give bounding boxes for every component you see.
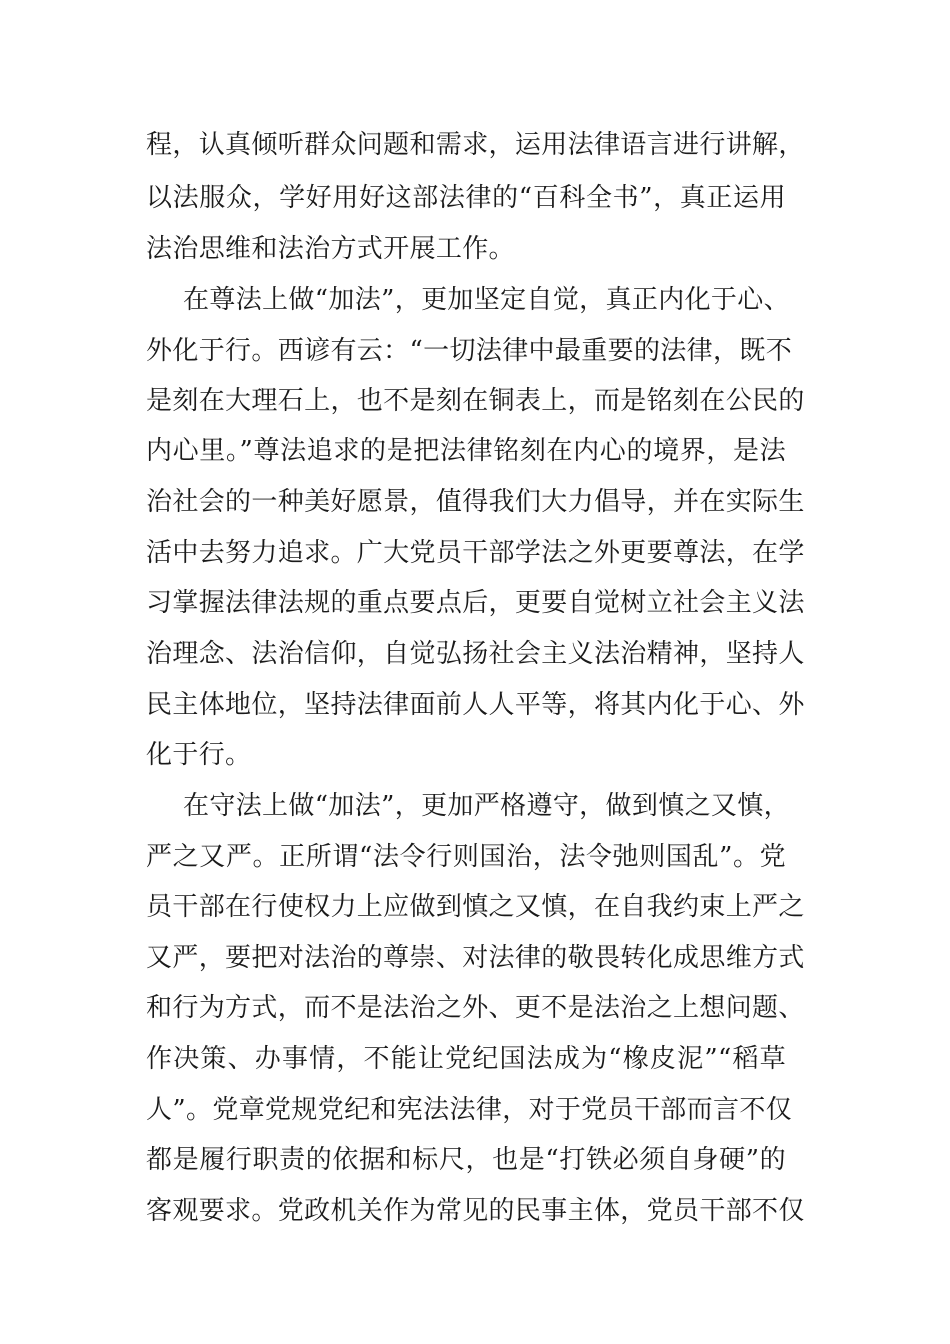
text-line: 都是履行职责的依据和标尺，也是“打铁必须自身硬”的 bbox=[146, 1145, 786, 1175]
text-line: 法治思维和法治方式开展工作。 bbox=[146, 234, 515, 264]
text-line: 人”。党章党规党纪和宪法法律，对于党员干部而言不仅 bbox=[146, 1095, 793, 1125]
text-line: 在守法上做“加法”，更加严格遵守，做到慎之又慎， bbox=[183, 791, 790, 821]
text-line: 内心里。”尊法追求的是把法律铭刻在内心的境界，是法 bbox=[146, 436, 786, 466]
text-line: 程，认真倾听群众问题和需求，运用法律语言进行讲解， bbox=[146, 130, 805, 160]
text-line: 又严，要把对法治的尊崇、对法律的敬畏转化成思维方式 bbox=[146, 943, 805, 973]
text-line: 是刻在大理石上，也不是刻在铜表上，而是铭刻在公民的 bbox=[146, 386, 805, 416]
text-line: 治社会的一种美好愿景，值得我们大力倡导，并在实际生 bbox=[146, 487, 805, 517]
text-line: 严之又严。正所谓“法令行则国治，法令弛则国乱”。党 bbox=[146, 842, 786, 872]
text-line: 在尊法上做“加法”，更加坚定自觉，真正内化于心、 bbox=[183, 285, 790, 315]
text-line: 员干部在行使权力上应做到慎之又慎，在自我约束上严之 bbox=[146, 892, 805, 922]
text-line: 和行为方式，而不是法治之外、更不是法治之上想问题、 bbox=[146, 993, 805, 1023]
text-line: 活中去努力追求。广大党员干部学法之外更要尊法，在学 bbox=[146, 538, 805, 568]
text-line: 化于行。 bbox=[146, 740, 252, 770]
text-line: 习掌握法律法规的重点要点后，更要自觉树立社会主义法 bbox=[146, 588, 805, 618]
text-line: 客观要求。党政机关作为常见的民事主体，党员干部不仅 bbox=[146, 1196, 805, 1226]
text-line: 外化于行。西谚有云：“一切法律中最重要的法律，既不 bbox=[146, 336, 793, 366]
text-line: 作决策、办事情，不能让党纪国法成为“橡皮泥”“稻草 bbox=[146, 1044, 786, 1074]
text-line: 以法服众，学好用好这部法律的“百科全书”，真正运用 bbox=[146, 183, 786, 213]
text-line: 治理念、法治信仰，自觉弘扬社会主义法治精神，坚持人 bbox=[146, 639, 805, 669]
text-line: 民主体地位，坚持法律面前人人平等，将其内化于心、外 bbox=[146, 690, 805, 720]
